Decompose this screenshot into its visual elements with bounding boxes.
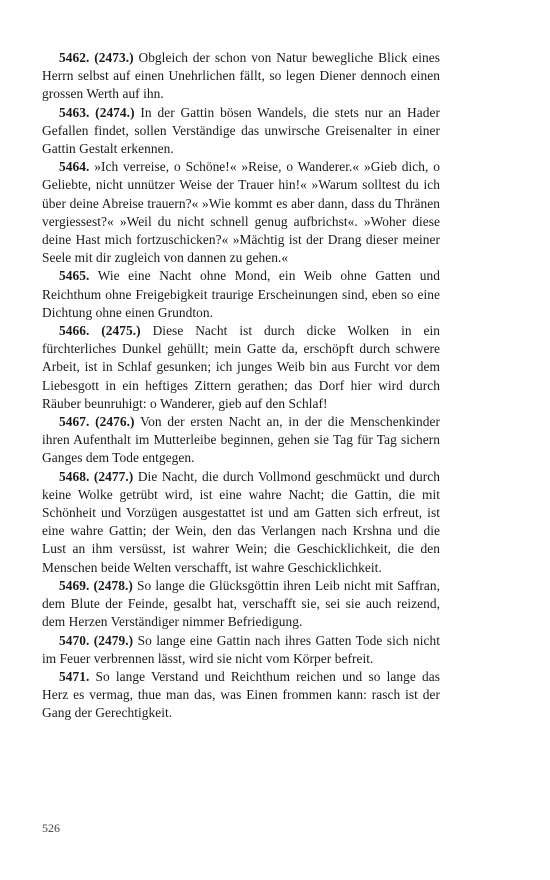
entry-5463 <box>42 104 440 159</box>
page-body <box>42 49 440 723</box>
entry-5469 <box>42 577 440 632</box>
entry-number: 5463. (2474.) <box>59 104 135 120</box>
entry-number: 5462. (2473.) <box>59 50 134 65</box>
entry-text: Wie eine Nacht ohne Mond, ein Weib ohne Gatten und Reichthum ohne Freigebigkeit traurige Erscheinungen sind, eben so eine Dichtung ohne einen Grundton. <box>42 268 440 320</box>
entry-number: 5471. <box>59 668 90 684</box>
entry-number: 5465. <box>59 268 90 284</box>
entry-number: 5470. (2479.) <box>59 632 134 648</box>
entry-number: 5467. (2476.) <box>59 414 135 430</box>
entry-5466 <box>42 322 440 413</box>
entry-text: »Ich verreise, o Schöne!« »Reise, o Wanderer.« »Gieb dich, o Geliebte, nicht unnützer Weise der Trauer hin!« »Warum solltest du ich über deine Abreise trauern?« »Wie kommt es aber dann, dass du Thränen vergiessest?« »Weil du nicht schnell genug aufbrichst«. »Woher diese deine Hast mich fortzuschicken?« »Mächtig ist der Drang dieser meiner Seele mit dir zugleich von dannen zu gehen.« <box>42 159 440 266</box>
entry-text: Die Nacht, die durch Vollmond geschmückt und durch keine Wolke getrübt wird, ist eine wahre Nacht; die Gattin, die mit Schönheit und Vorzügen ausgestattet ist und am Gatten sich erfreut, ist eine wahre Gattin; der Wein, den das Verlangen nach Krshna und die Lust an ihm versüsst, ist wahrer Wein; die Geschicklichkeit, die den Menschen beide Welten verschafft, ist wahre Geschicklichkeit. <box>42 468 440 575</box>
page-number: 526 <box>42 821 60 835</box>
entry-text: In der Gattin bösen Wandels, die stets nur an Hader Gefallen findet, sollen Verständige das unwirsche Greisenalter in einer Gattin Gestalt erkennen. <box>42 104 440 157</box>
entry-5467 <box>42 413 440 468</box>
entry-5470 <box>42 632 440 668</box>
entry-5471 <box>42 668 440 723</box>
entry-number: 5466. (2475.) <box>59 323 141 339</box>
entry-text: So lange Verstand und Reichthum reichen und so lange das Herz es vermag, thue man das, was Einen frommen kann: rasch ist der Gang der Gerechtigkeit. <box>42 668 440 721</box>
entry-number: 5468. (2477.) <box>59 468 134 484</box>
entry-text: Diese Nacht ist durch dicke Wolken in ein fürchterliches Dunkel gehüllt; mein Gatte da, erschöpft durch schwere Arbeit, ist in Schlaf gesunken; ich junges Weib bin aus Furcht vor dem Liebesgott in ein heftiges Zittern gerathen; das Dorf hier wird durch Räuber beunruhigt: o Wanderer, gieb auf den Schlaf! <box>42 323 440 411</box>
entry-5464 <box>42 158 440 267</box>
entry-5462 <box>42 49 440 104</box>
entry-number: 5469. (2478.) <box>59 577 133 593</box>
entry-text: Obgleich der schon von Natur bewegliche Blick eines Herrn selbst auf einen Unehrlichen fällt, so legen Diener dennoch einen grossen Werth auf ihn. <box>42 50 440 102</box>
entry-text: So lange eine Gattin nach ihres Gatten Tode sich nicht im Feuer verbrennen lässt, wird sie nicht vom Körper befreit. <box>42 632 441 666</box>
entry-text: So lange die Glücksgöttin ihren Leib nicht mit Saffran, dem Blute der Feinde, gesalbt hat, verschafft sie, sei sie auch reizend, dem Herzen Verständiger nimmer Befriedigung. <box>42 577 440 630</box>
entry-number: 5464. <box>59 159 90 175</box>
entry-text: Von der ersten Nacht an, in der die Menschenkinder ihren Aufenthalt im Mutterleibe beginnen, gehen sie Tag für Tag sichern Ganges dem Tode entgegen. <box>42 414 440 466</box>
entry-5468 <box>42 468 440 577</box>
entry-5465 <box>42 267 440 322</box>
